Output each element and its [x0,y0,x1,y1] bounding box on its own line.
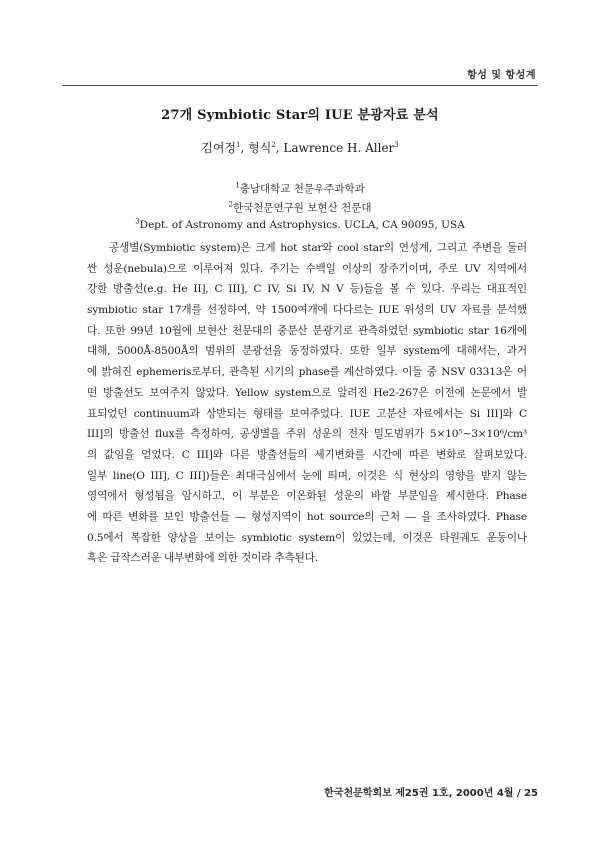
abstract-line: 일부 line(O III], C III])들은 최대극심에서 눈에 띄며, 이것은 식 현상의 영향을 받지 않는 [87,469,527,482]
author-separator: , [240,141,249,155]
author-affiliation-mark: 3 [394,141,399,149]
author-affiliation-mark: 1 [236,141,241,149]
author-affiliation-mark: 2 [271,141,276,149]
section-label: 항성 및 항성계 [467,70,536,81]
author-name: Lawrence H. Aller [283,141,395,155]
abstract-line: 의 값임을 얻었다. C III]와 다른 방출선들의 세기변화를 시간에 따른 변화로 살펴보았다. [87,448,527,461]
abstract-line: 혹은 급작스러운 내부변화에 의한 것이라 추측된다. [87,552,319,565]
affiliation [0,200,600,215]
affiliation-text: Dept. of Astronomy and Astrophysics. UCLA, CA 90095, USA [139,219,465,231]
abstract-line: 대해, 5000Å-8500Å의 범위의 분광선을 동정하였다. 또한 일부 system에 대해서는, 과거 [87,345,527,358]
abstract-line: 강한 방출선(e.g. He II], C III], C IV, Si IV, N V 등)들을 볼 수 있다. 우리는 대표적인 [87,283,527,296]
abstract-line: 에 따른 변화를 보인 방출선들 ― 형성지역이 hot source의 근처 ― 을 조사하였다. Phase [87,510,527,523]
abstract-line: III]의 방출선 flux를 측정하여, 공생별을 주위 성운의 전자 밀도범위가 5×10⁵~3×10⁶/cm³ [87,428,527,441]
affiliation-mark: 3 [135,217,140,226]
abstract-line: 공생별(Symbiotic system)은 크게 hot star와 cool star의 연성계, 그리고 주변을 둘러 [109,242,527,254]
abstract [87,238,527,569]
author-name: 형식 [248,141,272,155]
abstract-line: 싼 성운(nebula)으로 이루어져 있다. 주기는 수백일 이상의 장주기이며, 주로 UV 지역에서 [87,262,527,275]
affiliation-text: 한국천문연구원 보현산 천문대 [232,202,372,214]
affiliation-text: 충남대학교 천문우주과학과 [239,183,365,195]
abstract-line: symbiotic star 17개를 선정하여, 약 1500여개에 다다르는 IUE 위성의 UV 자료를 분석했 [87,304,527,317]
author-list [0,139,600,156]
abstract-line: 에 밝혀진 ephemeris로부터, 관측된 시기의 phase를 계산하였다. 이들 중 NSV 03313은 어 [87,366,527,379]
abstract-line: 다. 또한 99년 10월에 보현산 천문대의 중분산 분광기로 관측하였던 symbiotic star 16개에 [87,324,527,337]
affiliation-mark: 2 [228,200,233,209]
affiliation [0,181,600,196]
footer-citation: 한국천문학회보 제25권 1호, 2000년 4월 / 25 [324,788,538,799]
author-separator: , [275,141,284,155]
abstract-line: 영역에서 형성됨을 암시하고, 이 부분은 이온화된 성운의 바깥 부분임을 제시한다. Phase [87,490,527,503]
header-rule [62,85,538,86]
abstract-line: 0.5에서 복잡한 양상을 보이는 symbiotic system이 있었는데, 이것은 타원궤도 운동이나 [87,531,527,544]
paper-title: 27개 Symbiotic Star의 IUE 분광자료 분석 [161,108,439,123]
author-name: 김여정 [201,141,237,155]
abstract-line: 표되었던 continuum과 상반되는 형태를 보여주었다. IUE 고분산 자료에서는 Si III]와 C [87,407,527,420]
abstract-line: 떤 방출선도 보여주지 않았다. Yellow system으로 알려진 He2-267은 이전에 논문에서 발 [87,386,527,399]
affiliation-mark: 1 [235,181,240,190]
affiliation [0,219,600,231]
